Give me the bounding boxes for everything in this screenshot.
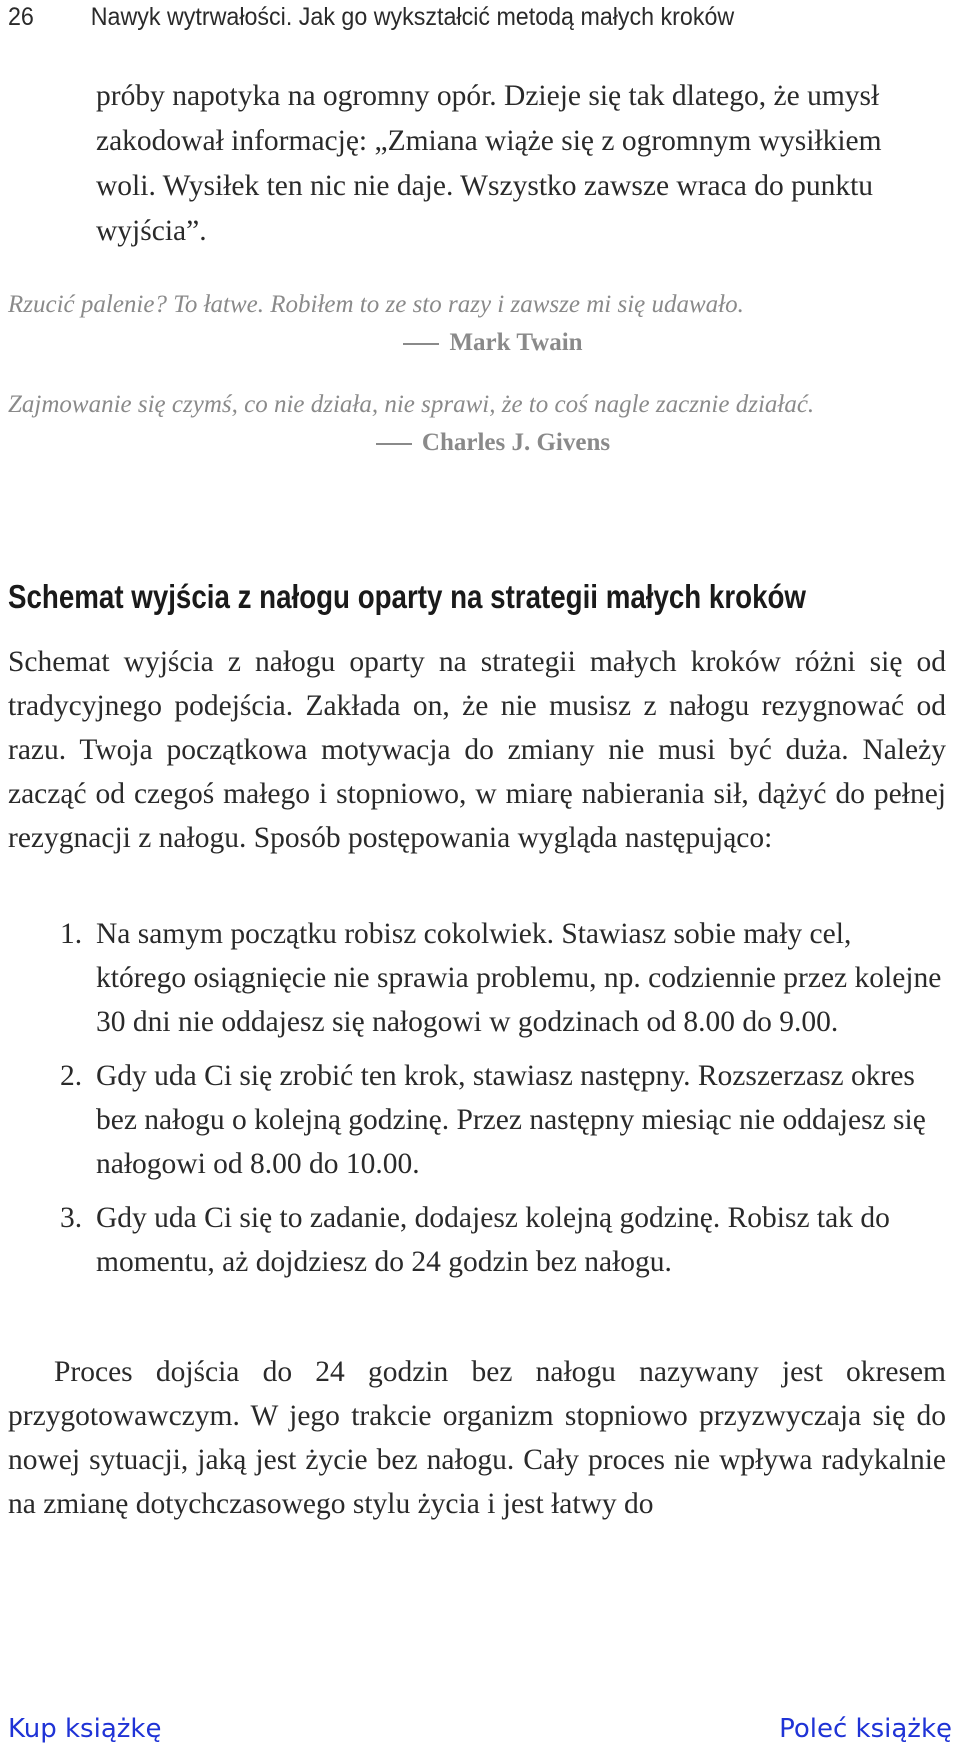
epigraph-quote: Rzucić palenie? To łatwe. Robiłem to ze sto razy i zawsze mi się udawało. bbox=[8, 291, 744, 318]
epigraph-quote: Zajmowanie się czymś, co nie działa, nie sprawi, że to coś nagle zacznie działać. bbox=[8, 391, 815, 418]
epigraph-2 bbox=[8, 386, 948, 462]
list-item bbox=[60, 1054, 946, 1186]
em-dash bbox=[376, 443, 412, 445]
intro-paragraph: próby napotyka na ogromny opór. Dzieje się tak dlatego, że umysł zakodował informację: „Zmiana wiąże się z ogromnym wysiłkiem woli. Wysiłek ten nic nie daje. Wszystko zawsze wraca do punktu wyjścia”. bbox=[96, 80, 882, 247]
em-dash bbox=[403, 343, 439, 345]
recommend-book-link[interactable]: Poleć książkę bbox=[779, 1714, 952, 1744]
list-item bbox=[60, 912, 946, 1044]
list-item bbox=[60, 1196, 946, 1284]
page-number: 26 bbox=[8, 3, 34, 31]
list-item-number: 3. bbox=[60, 1202, 83, 1234]
section-heading: Schemat wyjścia z nałogu oparty na strategii małych kroków bbox=[8, 578, 806, 615]
buy-book-link[interactable]: Kup książkę bbox=[8, 1714, 162, 1744]
epigraph-author-name: Mark Twain bbox=[449, 329, 583, 356]
running-title: Nawyk wytrwałości. Jak go wykształcić metodą małych kroków bbox=[90, 3, 735, 31]
list-item-text: Gdy uda Ci się zrobić ten krok, stawiasz następny. Rozszerzasz okres bez nałogu o kolejną godzinę. Przez następny miesiąc nie oddajesz się nałogowi od 8.00 do 10.00. bbox=[96, 1060, 926, 1180]
epigraph-1 bbox=[8, 286, 948, 362]
epigraph-author bbox=[8, 424, 948, 462]
list-item-text: Na samym początku robisz cokolwiek. Stawiasz sobie mały cel, którego osiągnięcie nie sprawia problemu, np. codziennie przez kolejne 30 dni nie oddajesz się nałogowi w godzinach od 8.00 do 9.00. bbox=[96, 918, 942, 1038]
list-item-number: 1. bbox=[60, 918, 83, 950]
epigraph-author-name: Charles J. Givens bbox=[421, 429, 611, 456]
body-paragraph-1: Schemat wyjścia z nałogu oparty na strategii małych kroków różni się od tradycyjnego podejścia. Zakłada on, że nie musisz z nałogu rezygnować od razu. Twoja początkowa motywacja do zmiany nie musi być duża. Należy zacząć od czegoś małego i stopniowo, w miarę nabierania sił, dążyć do pełnej rezygnacji z nałogu. Sposób postępowania wygląda następująco: bbox=[8, 646, 946, 854]
list-item-text: Gdy uda Ci się to zadanie, dodajesz kolejną godzinę. Robisz tak do momentu, aż dojdziesz do 24 godzin bez nałogu. bbox=[96, 1202, 890, 1278]
running-header bbox=[8, 0, 734, 40]
list-item-number: 2. bbox=[60, 1060, 83, 1092]
body-paragraph-2: Proces dojścia do 24 godzin bez nałogu nazywany jest okresem przygotowawczym. W jego trakcie organizm stopniowo przyzwyczaja się do nowej sytuacji, jaką jest życie bez nałogu. Cały proces nie wpływa radykalnie na zmianę dotychczasowego stylu życia i jest łatwy do bbox=[8, 1356, 946, 1520]
steps-list bbox=[60, 912, 946, 1294]
epigraph-author bbox=[8, 324, 948, 362]
